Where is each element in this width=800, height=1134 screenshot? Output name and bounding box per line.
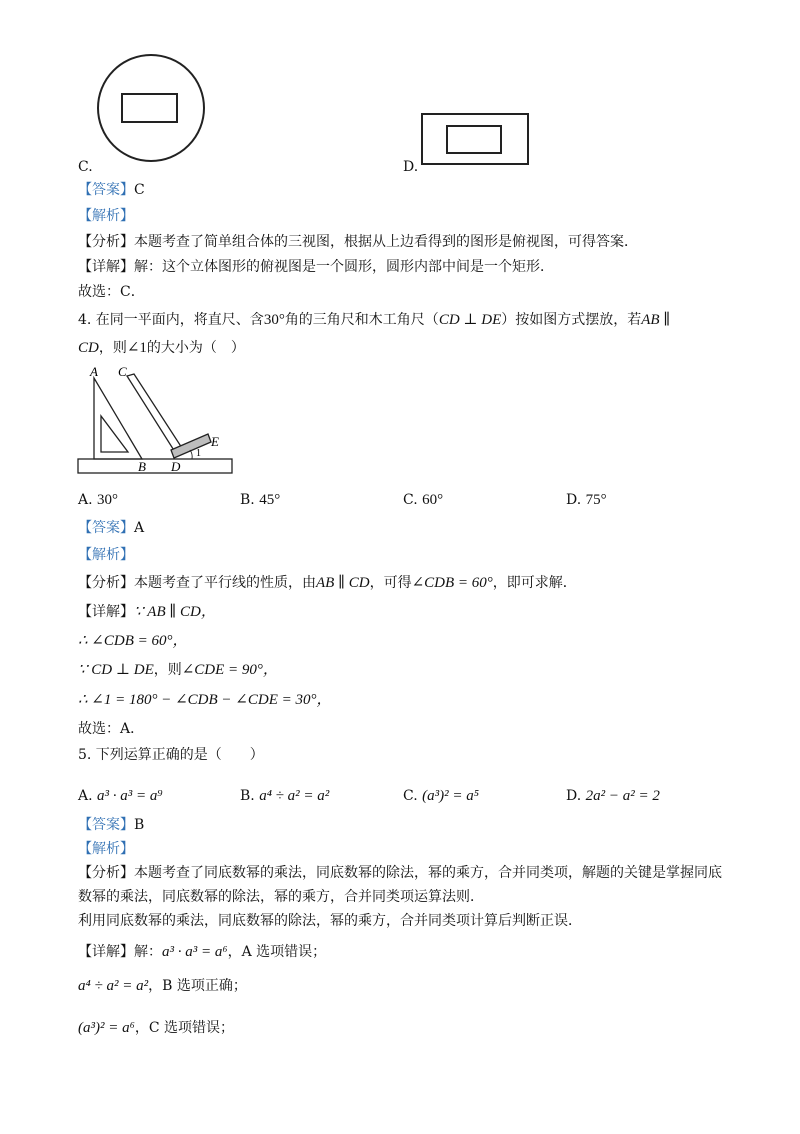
q4-figure [74, 364, 236, 478]
ruler [78, 459, 232, 473]
q3-choose: 故选：C． [78, 284, 145, 300]
q4-answer: 【答案】A [78, 520, 145, 536]
q5-detail-a: 【详解】解：a³ · a³ = a⁶，A 选项错误； [78, 944, 327, 960]
label-B: B [138, 459, 146, 474]
label-C: C [118, 364, 127, 379]
q5-stem: 5. 下列运算正确的是（ ） [78, 747, 264, 763]
label-D: D [171, 459, 181, 474]
q4-detail-step3: ∵ CD ⊥ DE，则∠CDE = 90°， [78, 662, 278, 678]
q5-option-b[interactable]: B. a⁴ ÷ a² = a² [240, 788, 330, 804]
q4-option-d[interactable]: D. 75° [566, 492, 607, 508]
square-short-arm [171, 434, 211, 458]
figure-d-label: D. [403, 159, 419, 175]
q3-analysis: 【分析】本题考查了简单组合体的三视图，根据从上边看得到的图形是俯视图，可得答案． [78, 234, 638, 250]
q5-option-a[interactable]: A. a³ · a³ = a⁹ [78, 788, 163, 804]
figure-c-circle [98, 55, 204, 161]
q4-choose: 故选：A． [78, 721, 145, 737]
figure-c-rect [122, 94, 177, 122]
q3-detail: 【详解】解：这个立体图形的俯视图是一个圆形，圆形内部中间是一个矩形． [78, 259, 554, 275]
q4-detail-step4: ∴ ∠1 = 180° − ∠CDB − ∠CDE = 30°， [78, 692, 332, 708]
q4-option-c[interactable]: C. 60° [403, 492, 444, 508]
figure-d-outer-rect [422, 114, 528, 164]
square-long-arm [127, 374, 182, 452]
q4-detail-step1: 【详解】∵ AB ∥ CD， [78, 604, 216, 620]
figure-d [420, 112, 532, 166]
q5-detail-c: (a³)² = a⁶，C 选项错误； [78, 1020, 234, 1036]
q4-stem-line2: CD，则∠1的大小为（ ） [78, 340, 245, 356]
q5-analysis-1: 【分析】本题考查了同底数幂的乘法，同底数幂的除法，幂的乘方，合并同类项，解题的关键是掌握同底 [78, 865, 722, 881]
label-E: E [211, 434, 219, 449]
q4-option-b[interactable]: B. 45° [240, 492, 281, 508]
q5-analysis-3: 利用同底数幂的乘法，同底数幂的除法，幂的乘方，合并同类项计算后判断正误． [78, 913, 582, 929]
q5-option-c[interactable]: C. (a³)² = a⁵ [403, 788, 479, 804]
q5-answer: 【答案】B [78, 817, 145, 833]
q5-explain-tag: 【解析】 [78, 841, 134, 857]
triangle-ruler-inner [101, 416, 128, 452]
q3-explain-tag: 【解析】 [78, 208, 134, 224]
q5-analysis-2: 数幂的乘法，同底数幂的除法，幂的乘方，合并同类项运算法则． [78, 889, 484, 905]
label-1: 1 [196, 448, 201, 459]
q4-option-a[interactable]: A. 30° [78, 492, 119, 508]
q4-detail-step2: ∴ ∠CDB = 60°， [78, 633, 188, 649]
q4-explain-tag: 【解析】 [78, 547, 134, 563]
q4-analysis: 【分析】本题考查了平行线的性质，由AB ∥ CD，可得∠CDB = 60°，即可求解． [78, 575, 577, 591]
figure-c [95, 52, 207, 164]
q3-answer: 【答案】C [78, 182, 145, 198]
angle-1-arc [190, 450, 192, 459]
label-A: A [90, 364, 98, 379]
q4-stem-line1: 4. 在同一平面内，将直尺、含30°角的三角尺和木工角尺（CD ⊥ DE）按如图方式摆放，若AB ∥ [78, 312, 671, 328]
figure-c-label: C. [78, 159, 93, 175]
q5-detail-b: a⁴ ÷ a² = a²，B 选项正确； [78, 978, 247, 994]
q5-option-d[interactable]: D. 2a² − a² = 2 [566, 788, 660, 804]
figure-d-inner-rect [447, 126, 501, 153]
